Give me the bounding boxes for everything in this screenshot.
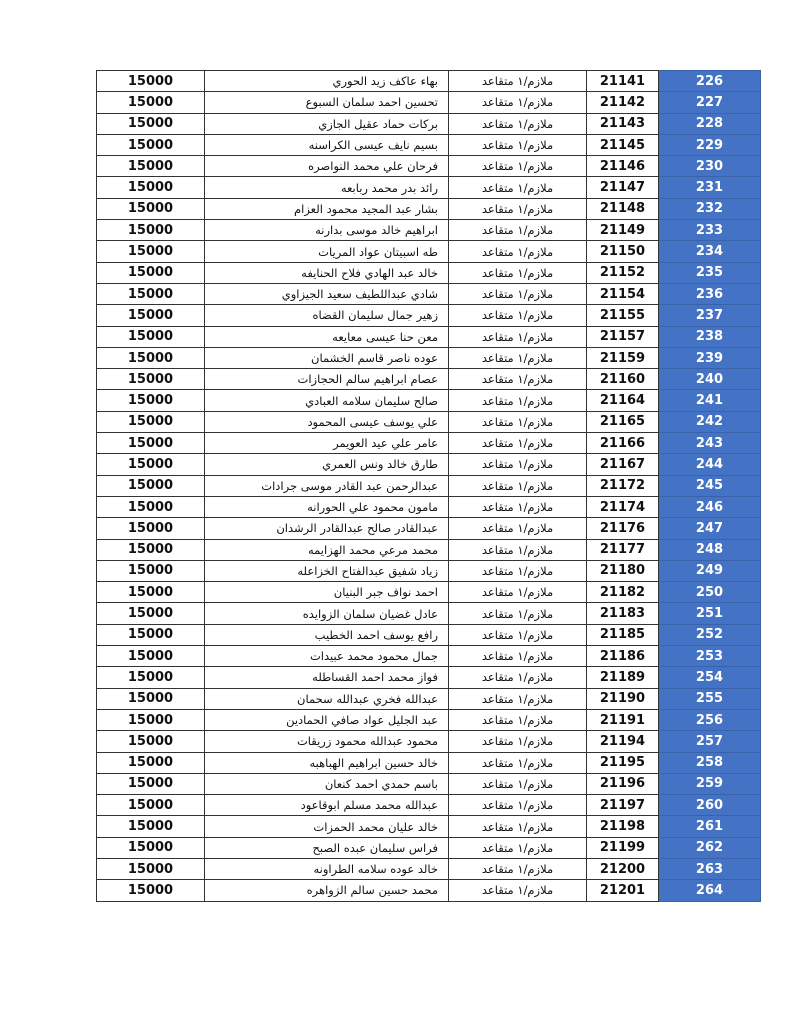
- name-cell: طارق خالد ونس العمري: [205, 454, 449, 475]
- rank-cell: ملازم/١ متقاعد: [449, 390, 587, 411]
- amount-cell: 15000: [97, 220, 205, 241]
- seq-cell: 237: [659, 305, 761, 326]
- amount-cell: 15000: [97, 156, 205, 177]
- name-cell: عوده ناصر قاسم الخشمان: [205, 347, 449, 368]
- id-cell: 21159: [587, 347, 659, 368]
- table-row: [97, 326, 761, 347]
- table-row: [97, 475, 761, 496]
- id-cell: 21186: [587, 646, 659, 667]
- rank-cell: ملازم/١ متقاعد: [449, 283, 587, 304]
- amount-cell: 15000: [97, 539, 205, 560]
- table-row: [97, 539, 761, 560]
- name-cell: رائد بدر محمد ربابعه: [205, 177, 449, 198]
- id-cell: 21142: [587, 92, 659, 113]
- table-row: [97, 773, 761, 794]
- rank-cell: ملازم/١ متقاعد: [449, 411, 587, 432]
- seq-cell: 264: [659, 880, 761, 901]
- seq-cell: 263: [659, 858, 761, 879]
- name-cell: عصام ابراهيم سالم الحجازات: [205, 369, 449, 390]
- id-cell: 21172: [587, 475, 659, 496]
- name-cell: زياد شفيق عبدالفتاح الخزاعله: [205, 560, 449, 581]
- rank-cell: ملازم/١ متقاعد: [449, 582, 587, 603]
- seq-cell: 233: [659, 220, 761, 241]
- amount-cell: 15000: [97, 134, 205, 155]
- rank-cell: ملازم/١ متقاعد: [449, 433, 587, 454]
- rank-cell: ملازم/١ متقاعد: [449, 262, 587, 283]
- seq-cell: 227: [659, 92, 761, 113]
- rank-cell: ملازم/١ متقاعد: [449, 305, 587, 326]
- id-cell: 21183: [587, 603, 659, 624]
- seq-cell: 239: [659, 347, 761, 368]
- name-cell: محمد حسين سالم الزواهره: [205, 880, 449, 901]
- amount-cell: 15000: [97, 326, 205, 347]
- table-row: [97, 369, 761, 390]
- id-cell: 21166: [587, 433, 659, 454]
- seq-cell: 229: [659, 134, 761, 155]
- amount-cell: 15000: [97, 858, 205, 879]
- seq-cell: 258: [659, 752, 761, 773]
- amount-cell: 15000: [97, 262, 205, 283]
- seq-cell: 252: [659, 624, 761, 645]
- table-row: [97, 283, 761, 304]
- table-row: [97, 496, 761, 517]
- amount-cell: 15000: [97, 709, 205, 730]
- seq-cell: 247: [659, 518, 761, 539]
- id-cell: 21185: [587, 624, 659, 645]
- table-row: [97, 688, 761, 709]
- rank-cell: ملازم/١ متقاعد: [449, 773, 587, 794]
- table-row: [97, 454, 761, 475]
- amount-cell: 15000: [97, 198, 205, 219]
- amount-cell: 15000: [97, 624, 205, 645]
- rank-cell: ملازم/١ متقاعد: [449, 134, 587, 155]
- name-cell: صالح سليمان سلامه العبادي: [205, 390, 449, 411]
- seq-cell: 231: [659, 177, 761, 198]
- table-row: [97, 752, 761, 773]
- amount-cell: 15000: [97, 454, 205, 475]
- seq-cell: 250: [659, 582, 761, 603]
- rank-cell: ملازم/١ متقاعد: [449, 667, 587, 688]
- seq-cell: 255: [659, 688, 761, 709]
- id-cell: 21152: [587, 262, 659, 283]
- table-row: [97, 816, 761, 837]
- amount-cell: 15000: [97, 752, 205, 773]
- id-cell: 21155: [587, 305, 659, 326]
- amount-cell: 15000: [97, 816, 205, 837]
- amount-cell: 15000: [97, 433, 205, 454]
- name-cell: طه اسبيتان عواد المريات: [205, 241, 449, 262]
- amount-cell: 15000: [97, 518, 205, 539]
- name-cell: بركات حماد عقيل الجازي: [205, 113, 449, 134]
- rank-cell: ملازم/١ متقاعد: [449, 475, 587, 496]
- rank-cell: ملازم/١ متقاعد: [449, 496, 587, 517]
- rank-cell: ملازم/١ متقاعد: [449, 603, 587, 624]
- id-cell: 21149: [587, 220, 659, 241]
- seq-cell: 240: [659, 369, 761, 390]
- name-cell: خالد حسين ابراهيم الهباهبه: [205, 752, 449, 773]
- name-cell: فرحان علي محمد النواصره: [205, 156, 449, 177]
- id-cell: 21200: [587, 858, 659, 879]
- name-cell: تحسين احمد سلمان السبوع: [205, 92, 449, 113]
- seq-cell: 232: [659, 198, 761, 219]
- name-cell: محمود عبدالله محمود زريقات: [205, 731, 449, 752]
- rank-cell: ملازم/١ متقاعد: [449, 113, 587, 134]
- id-cell: 21145: [587, 134, 659, 155]
- name-cell: خالد عوده سلامه الطراونه: [205, 858, 449, 879]
- amount-cell: 15000: [97, 113, 205, 134]
- seq-cell: 228: [659, 113, 761, 134]
- name-cell: فواز محمد احمد القساطله: [205, 667, 449, 688]
- amount-cell: 15000: [97, 369, 205, 390]
- name-cell: زهير جمال سليمان القضاه: [205, 305, 449, 326]
- amount-cell: 15000: [97, 390, 205, 411]
- id-cell: 21189: [587, 667, 659, 688]
- table-row: [97, 646, 761, 667]
- table-row: [97, 220, 761, 241]
- id-cell: 21199: [587, 837, 659, 858]
- id-cell: 21194: [587, 731, 659, 752]
- table-row: [97, 880, 761, 901]
- amount-cell: 15000: [97, 688, 205, 709]
- name-cell: عبد الجليل عواد صافي الحمادين: [205, 709, 449, 730]
- seq-cell: 236: [659, 283, 761, 304]
- id-cell: 21148: [587, 198, 659, 219]
- rank-cell: ملازم/١ متقاعد: [449, 539, 587, 560]
- seq-cell: 248: [659, 539, 761, 560]
- amount-cell: 15000: [97, 603, 205, 624]
- rank-cell: ملازم/١ متقاعد: [449, 369, 587, 390]
- name-cell: بسيم نايف عيسى الكراسنه: [205, 134, 449, 155]
- rank-cell: ملازم/١ متقاعد: [449, 688, 587, 709]
- name-cell: بشار عبد المجيد محمود العزام: [205, 198, 449, 219]
- amount-cell: 15000: [97, 880, 205, 901]
- seq-cell: 241: [659, 390, 761, 411]
- id-cell: 21150: [587, 241, 659, 262]
- seq-cell: 246: [659, 496, 761, 517]
- amount-cell: 15000: [97, 837, 205, 858]
- name-cell: عبدالقادر صالح عبدالقادر الرشدان: [205, 518, 449, 539]
- name-cell: شادي عبداللطيف سعيد الجيزاوي: [205, 283, 449, 304]
- id-cell: 21160: [587, 369, 659, 390]
- name-cell: عبدالرحمن عبد القادر موسى جرادات: [205, 475, 449, 496]
- amount-cell: 15000: [97, 177, 205, 198]
- seq-cell: 243: [659, 433, 761, 454]
- rank-cell: ملازم/١ متقاعد: [449, 646, 587, 667]
- table-row: [97, 411, 761, 432]
- seq-cell: 238: [659, 326, 761, 347]
- amount-cell: 15000: [97, 283, 205, 304]
- name-cell: عبدالله فخري عبدالله سحمان: [205, 688, 449, 709]
- id-cell: 21180: [587, 560, 659, 581]
- name-cell: عامر علي عيد العويمر: [205, 433, 449, 454]
- id-cell: 21174: [587, 496, 659, 517]
- seq-cell: 244: [659, 454, 761, 475]
- table-row: [97, 262, 761, 283]
- rank-cell: ملازم/١ متقاعد: [449, 816, 587, 837]
- rank-cell: ملازم/١ متقاعد: [449, 71, 587, 92]
- table-row: [97, 709, 761, 730]
- id-cell: 21195: [587, 752, 659, 773]
- rank-cell: ملازم/١ متقاعد: [449, 709, 587, 730]
- id-cell: 21198: [587, 816, 659, 837]
- table-row: [97, 560, 761, 581]
- amount-cell: 15000: [97, 241, 205, 262]
- table-row: [97, 731, 761, 752]
- rank-cell: ملازم/١ متقاعد: [449, 518, 587, 539]
- seq-cell: 226: [659, 71, 761, 92]
- seq-cell: 230: [659, 156, 761, 177]
- seq-cell: 235: [659, 262, 761, 283]
- id-cell: 21191: [587, 709, 659, 730]
- name-cell: فراس سليمان عبده الصبح: [205, 837, 449, 858]
- rank-cell: ملازم/١ متقاعد: [449, 837, 587, 858]
- rank-cell: ملازم/١ متقاعد: [449, 731, 587, 752]
- id-cell: 21182: [587, 582, 659, 603]
- rank-cell: ملازم/١ متقاعد: [449, 454, 587, 475]
- id-cell: 21147: [587, 177, 659, 198]
- id-cell: 21201: [587, 880, 659, 901]
- table-row: [97, 241, 761, 262]
- table-row: [97, 603, 761, 624]
- rank-cell: ملازم/١ متقاعد: [449, 858, 587, 879]
- rank-cell: ملازم/١ متقاعد: [449, 880, 587, 901]
- rank-cell: ملازم/١ متقاعد: [449, 560, 587, 581]
- rank-cell: ملازم/١ متقاعد: [449, 795, 587, 816]
- id-cell: 21154: [587, 283, 659, 304]
- amount-cell: 15000: [97, 646, 205, 667]
- amount-cell: 15000: [97, 496, 205, 517]
- seq-cell: 251: [659, 603, 761, 624]
- name-cell: جمال محمود محمد عبيدات: [205, 646, 449, 667]
- rank-cell: ملازم/١ متقاعد: [449, 624, 587, 645]
- amount-cell: 15000: [97, 795, 205, 816]
- table-row: [97, 837, 761, 858]
- table-row: [97, 71, 761, 92]
- seq-cell: 261: [659, 816, 761, 837]
- seq-cell: 242: [659, 411, 761, 432]
- table-row: [97, 582, 761, 603]
- seq-cell: 257: [659, 731, 761, 752]
- id-cell: 21164: [587, 390, 659, 411]
- id-cell: 21143: [587, 113, 659, 134]
- rank-cell: ملازم/١ متقاعد: [449, 241, 587, 262]
- amount-cell: 15000: [97, 411, 205, 432]
- id-cell: 21196: [587, 773, 659, 794]
- seq-cell: 254: [659, 667, 761, 688]
- name-cell: علي يوسف عيسى المحمود: [205, 411, 449, 432]
- seq-cell: 259: [659, 773, 761, 794]
- table-row: [97, 795, 761, 816]
- id-cell: 21165: [587, 411, 659, 432]
- table-row: [97, 390, 761, 411]
- table-row: [97, 177, 761, 198]
- table-row: [97, 347, 761, 368]
- id-cell: 21197: [587, 795, 659, 816]
- table-row: [97, 198, 761, 219]
- amount-cell: 15000: [97, 92, 205, 113]
- amount-cell: 15000: [97, 347, 205, 368]
- table-row: [97, 92, 761, 113]
- rank-cell: ملازم/١ متقاعد: [449, 156, 587, 177]
- name-cell: ابراهيم خالد موسى بدارنه: [205, 220, 449, 241]
- amount-cell: 15000: [97, 731, 205, 752]
- id-cell: 21157: [587, 326, 659, 347]
- id-cell: 21141: [587, 71, 659, 92]
- rank-cell: ملازم/١ متقاعد: [449, 752, 587, 773]
- seq-cell: 245: [659, 475, 761, 496]
- name-cell: محمد مرعي محمد الهزايمه: [205, 539, 449, 560]
- name-cell: باسم حمدي احمد كنعان: [205, 773, 449, 794]
- amount-cell: 15000: [97, 582, 205, 603]
- rank-cell: ملازم/١ متقاعد: [449, 92, 587, 113]
- seq-cell: 253: [659, 646, 761, 667]
- table-row: [97, 858, 761, 879]
- seq-cell: 234: [659, 241, 761, 262]
- name-cell: مامون محمود علي الحورانه: [205, 496, 449, 517]
- table-row: [97, 113, 761, 134]
- seq-cell: 249: [659, 560, 761, 581]
- name-cell: خالد عبد الهادي فلاح الحنايفه: [205, 262, 449, 283]
- name-cell: عبدالله محمد مسلم ابوقاعود: [205, 795, 449, 816]
- amount-cell: 15000: [97, 305, 205, 326]
- rank-cell: ملازم/١ متقاعد: [449, 326, 587, 347]
- retirees-table: [96, 70, 761, 902]
- table-row: [97, 667, 761, 688]
- rank-cell: ملازم/١ متقاعد: [449, 198, 587, 219]
- amount-cell: 15000: [97, 475, 205, 496]
- table-row: [97, 305, 761, 326]
- table-row: [97, 624, 761, 645]
- id-cell: 21146: [587, 156, 659, 177]
- id-cell: 21176: [587, 518, 659, 539]
- name-cell: خالد عليان محمد الحمزات: [205, 816, 449, 837]
- id-cell: 21190: [587, 688, 659, 709]
- id-cell: 21177: [587, 539, 659, 560]
- amount-cell: 15000: [97, 71, 205, 92]
- rank-cell: ملازم/١ متقاعد: [449, 177, 587, 198]
- table-row: [97, 156, 761, 177]
- name-cell: بهاء عاكف زيد الحوري: [205, 71, 449, 92]
- table-body: [97, 71, 761, 902]
- name-cell: عادل غضيان سلمان الزوايده: [205, 603, 449, 624]
- amount-cell: 15000: [97, 773, 205, 794]
- seq-cell: 262: [659, 837, 761, 858]
- amount-cell: 15000: [97, 560, 205, 581]
- amount-cell: 15000: [97, 667, 205, 688]
- table-row: [97, 134, 761, 155]
- name-cell: احمد نواف جبر البنيان: [205, 582, 449, 603]
- table-row: [97, 433, 761, 454]
- rank-cell: ملازم/١ متقاعد: [449, 347, 587, 368]
- name-cell: رافع يوسف احمد الخطيب: [205, 624, 449, 645]
- rank-cell: ملازم/١ متقاعد: [449, 220, 587, 241]
- seq-cell: 260: [659, 795, 761, 816]
- name-cell: معن حنا عيسى معايعه: [205, 326, 449, 347]
- seq-cell: 256: [659, 709, 761, 730]
- id-cell: 21167: [587, 454, 659, 475]
- table-row: [97, 518, 761, 539]
